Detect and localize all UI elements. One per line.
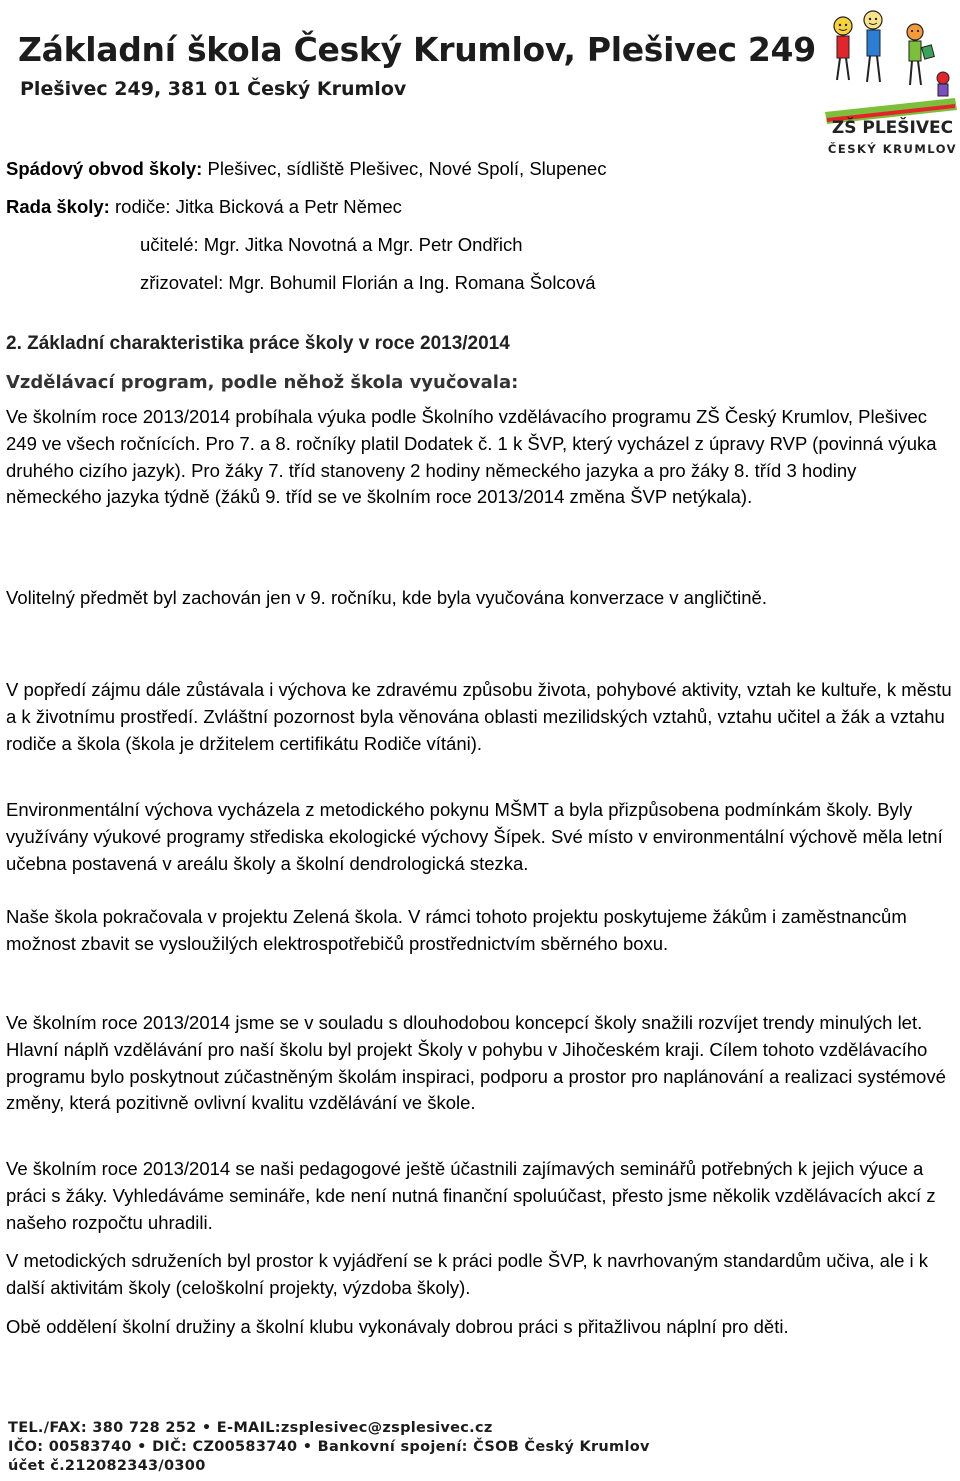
paragraph-methodology: V metodických sdruženích byl prostor k vyjádření se k práci podle ŠVP, k navrhovaným standardům učiva, ale i k další aktivitám školy (celoškolní projekty, výzdoba školy). xyxy=(6,1250,929,1298)
board-founder: zřizovatel: Mgr. Bohumil Florián a Ing. Romana Šolcová xyxy=(140,272,596,293)
footer-contact: TEL./FAX: 380 728 252 • E-MAIL:zsplesivec@zsplesivec.cz xyxy=(8,1420,493,1436)
paragraph-environment: Environmentální výchova vycházela z metodického pokynu MŠMT a byla přizpůsobena podmínkám školy. Byly využívány výukové programy střediska ekologické výchovy Šípek. Své místo v environmentální výchově měla letní učebna postavená v areálu školy a školní dendrologická stezka. xyxy=(6,799,943,874)
section-heading: 2. Základní charakteristika práce školy v roce 2013/2014 xyxy=(6,333,510,354)
paragraph-health: V popředí zájmu dále zůstávala i výchova ke zdravému způsobu života, pohybové aktivity, vztah ke kultuře, k městu a k životnímu prostředí. Zvláštní pozornost byla věnována oblasti mezilidských vztahů, vztahu učitel a žák a vztahu rodiče a škola (škola je držitelem certifikátu Rodiče vítáni). xyxy=(6,679,952,754)
footer-account: účet č.212082343/0300 xyxy=(8,1458,206,1474)
catchment-label: Spádový obvod školy: xyxy=(6,158,203,179)
school-address: Plešivec 249, 381 01 Český Krumlov xyxy=(20,78,407,100)
board-line xyxy=(6,196,402,218)
paragraph-program: Ve školním roce 2013/2014 probíhala výuka podle Školního vzdělávacího programu ZŠ Český Krumlov, Plešivec 249 ve všech ročnících. Pro 7. a 8. ročníky platil Dodatek č. 1 k ŠVP, který vycházel z úpravy RVP (povinná výuka druhého cizího jazyk). Pro žáky 7. tříd stanoveny 2 hodiny německého jazyka a pro žáky 8. tříd 3 hodiny německého jazyka týdně (žáků 9. tříd se ve školním roce 2013/2014 změna ŠVP netýkala). xyxy=(6,406,937,508)
board-label: Rada školy: xyxy=(6,196,110,217)
footer-ids: IČO: 00583740 • DIČ: CZ00583740 • Bankovní spojení: ČSOB Český Krumlov xyxy=(8,1439,650,1455)
logo-town-name: ČESKÝ KRUMLOV xyxy=(827,142,958,156)
paragraph-green-school: Naše škola pokračovala v projektu Zelená škola. V rámci tohoto projektu poskytujeme žákům i zaměstnancům možnost zbavit se vysloužilých elektrospotřebičů prostřednictvím sběrného boxu. xyxy=(6,906,907,954)
catchment-line xyxy=(6,158,606,180)
paragraph-concept: Ve školním roce 2013/2014 jsme se v souladu s dlouhodobou koncepcí školy snažili rozvíjet trendy minulých let. Hlavní náplň vzdělávání pro naší školu byl projekt Školy v pohybu v Jihočeském kraji. Cílem tohoto vzdělávacího programu bylo poskytnout zúčastněným školám inspiraci, podporu a prostor pro naplánování a realizaci systémové změny, která pozitivně ovlivní kvalitu vzdělávání ve škole. xyxy=(6,1012,946,1114)
paragraph-elective: Volitelný předmět byl zachován jen v 9. ročníku, kde byla vyučována konverzace v angličtině. xyxy=(6,587,767,608)
board-teachers: učitelé: Mgr. Jitka Novotná a Mgr. Petr Ondřich xyxy=(140,234,523,255)
paragraph-seminars: Ve školním roce 2013/2014 se naši pedagogové ještě účastnili zajímavých seminářů potřebných k jejich výuce a práci s žáky. Vyhledáváme semináře, kde není nutná finanční spoluúčast, přesto jsme několik vzdělávacích akcí z našeho rozpočtu uhradili. xyxy=(6,1158,936,1233)
section-subheading: Vzdělávací program, podle něhož škola vyučovala: xyxy=(6,372,519,393)
logo-school-name: ZŠ PLEŠIVEC xyxy=(831,118,954,138)
paragraph-after-school: Obě oddělení školní družiny a školní klubu vykonávaly dobrou práci s přitažlivou náplní pro děti. xyxy=(6,1316,789,1337)
logo-figure-head xyxy=(834,17,852,35)
school-logo xyxy=(815,0,960,165)
catchment-value: Plešivec, sídliště Plešivec, Nové Spolí, Slupenec xyxy=(202,158,607,179)
board-parents: rodiče: Jitka Bicková a Petr Němec xyxy=(109,196,402,217)
school-name-heading: Základní škola Český Krumlov, Plešivec 249 xyxy=(18,30,816,69)
